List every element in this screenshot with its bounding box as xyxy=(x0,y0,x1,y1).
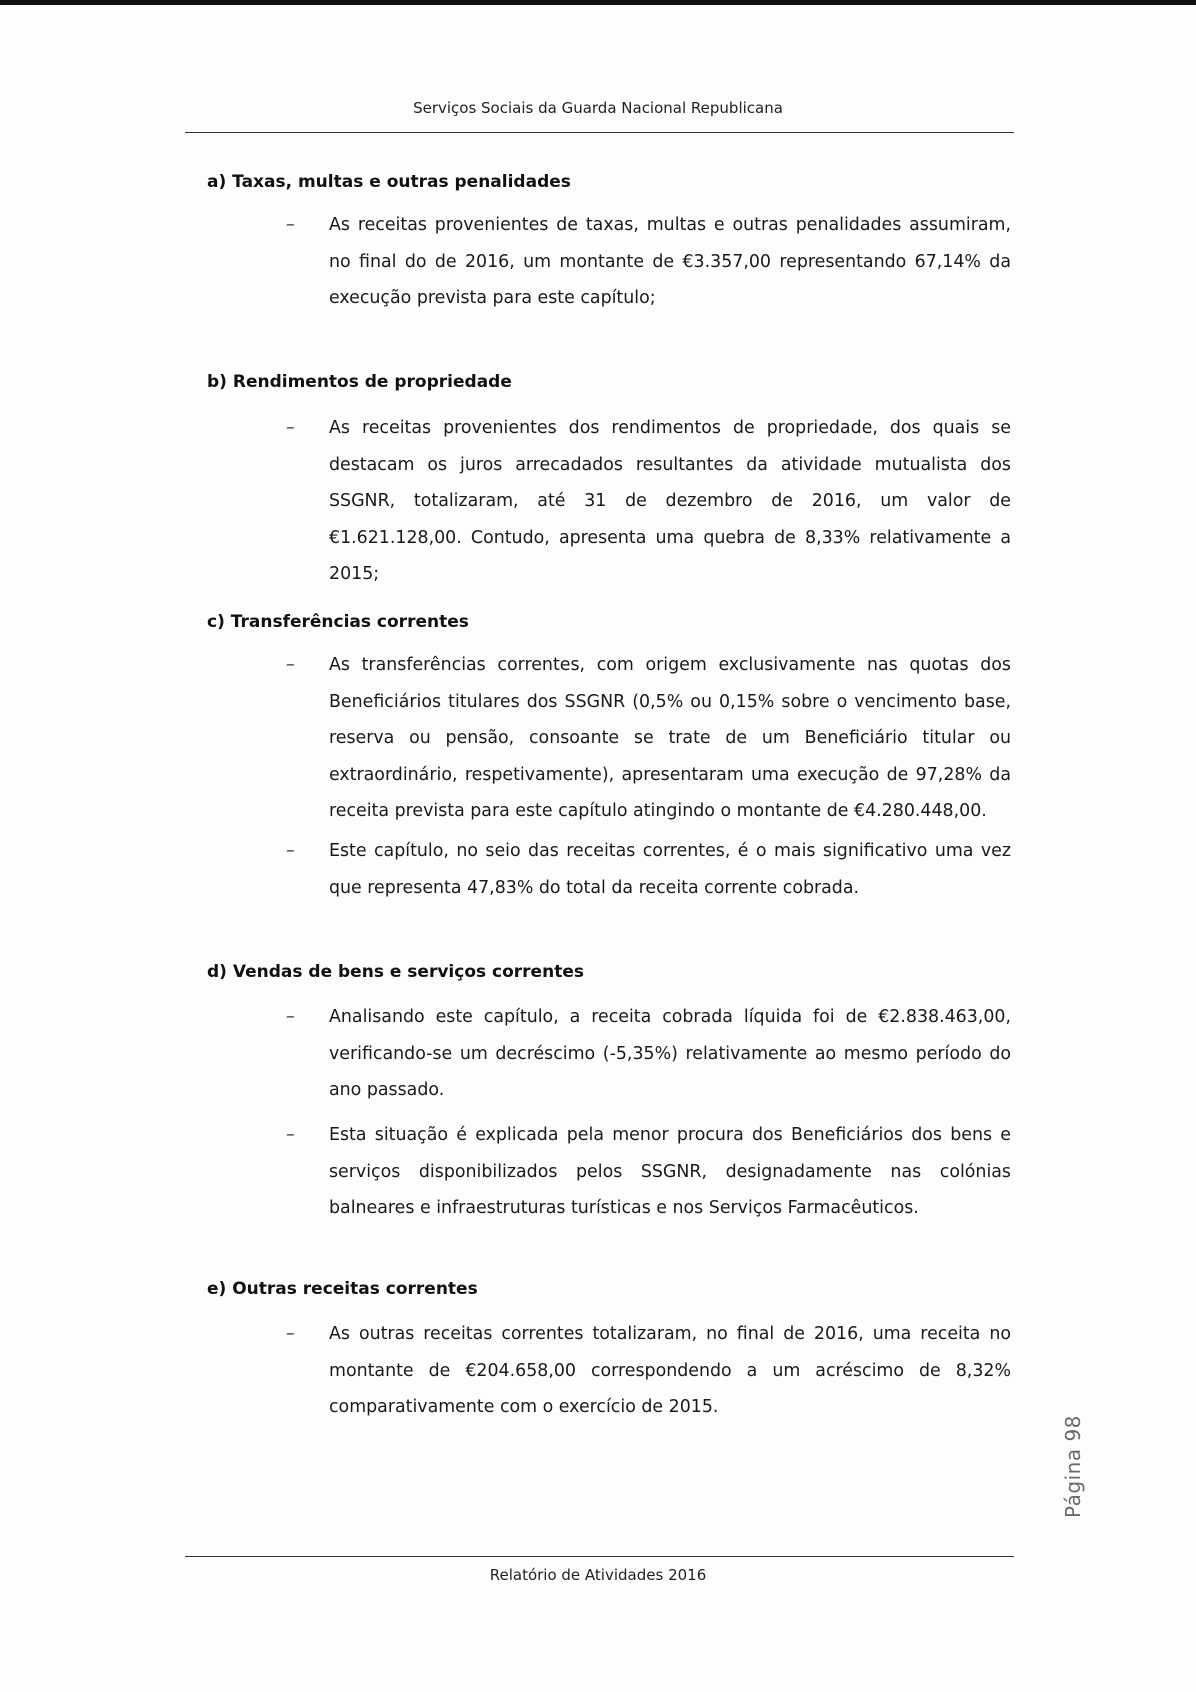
section-c-item-2: Este capítulo, no seio das receitas correntes, é o mais significativo uma vez que representa 47,83% do total da receita corrente cobrada. xyxy=(329,841,1011,898)
footer-rule xyxy=(185,1556,1014,1557)
page-header: Serviços Sociais da Guarda Nacional Republicana xyxy=(413,99,783,117)
bullet-dash: – xyxy=(286,1125,295,1145)
bullet-dash: – xyxy=(286,1007,295,1027)
page-number-label: Página 98 xyxy=(1061,1415,1085,1518)
page-footer: Relatório de Atividades 2016 xyxy=(489,1566,707,1584)
section-b-item-1: As receitas provenientes dos rendimentos de propriedade, dos quais se destacam os juros arrecadados resultantes da atividade mutualista dos SSGNR, totalizaram, até 31 de dezembro de 2016, um valor de €1.621.128,00. Contudo, apresenta uma quebra de 8,33% relativamente a 2015; xyxy=(329,418,1011,584)
section-c-item-1: As transferências correntes, com origem exclusivamente nas quotas dos Beneficiários titulares dos SSGNR (0,5% ou 0,15% sobre o vencimento base, reserva ou pensão, consoante se trate de um Beneficiário titular ou extraordinário, respetivamente), apresentaram uma execução de 97,28% da receita prevista para este capítulo atingindo o montante de €4.280.448,00. xyxy=(329,655,1011,821)
bullet-dash: – xyxy=(286,215,295,235)
section-d-item-1: Analisando este capítulo, a receita cobrada líquida foi de €2.838.463,00, verificando-se um decréscimo (-5,35%) relativamente ao mesmo período do ano passado. xyxy=(329,1007,1011,1100)
section-a-item-1: As receitas provenientes de taxas, multas e outras penalidades assumiram, no final do de 2016, um montante de €3.357,00 representando 67,14% da execução prevista para este capítulo; xyxy=(329,215,1011,308)
section-heading-c: c) Transferências correntes xyxy=(207,612,469,632)
section-heading-e: e) Outras receitas correntes xyxy=(207,1279,478,1299)
section-heading-b: b) Rendimentos de propriedade xyxy=(207,372,512,392)
scan-top-edge xyxy=(0,0,1196,5)
section-e-item-1: As outras receitas correntes totalizaram, no final de 2016, uma receita no montante de €204.658,00 correspondendo a um acréscimo de 8,32% comparativamente com o exercício de 2015. xyxy=(329,1324,1011,1417)
bullet-dash: – xyxy=(286,1324,295,1344)
bullet-dash: – xyxy=(286,841,295,861)
bullet-dash: – xyxy=(286,655,295,675)
header-rule xyxy=(185,132,1014,133)
section-heading-d: d) Vendas de bens e serviços correntes xyxy=(207,962,584,982)
section-heading-a: a) Taxas, multas e outras penalidades xyxy=(207,172,571,192)
section-d-item-2: Esta situação é explicada pela menor procura dos Beneficiários dos bens e serviços disponibilizados pelos SSGNR, designadamente nas colónias balneares e infraestruturas turísticas e nos Serviços Farmacêuticos. xyxy=(329,1125,1011,1218)
bullet-dash: – xyxy=(286,418,295,438)
